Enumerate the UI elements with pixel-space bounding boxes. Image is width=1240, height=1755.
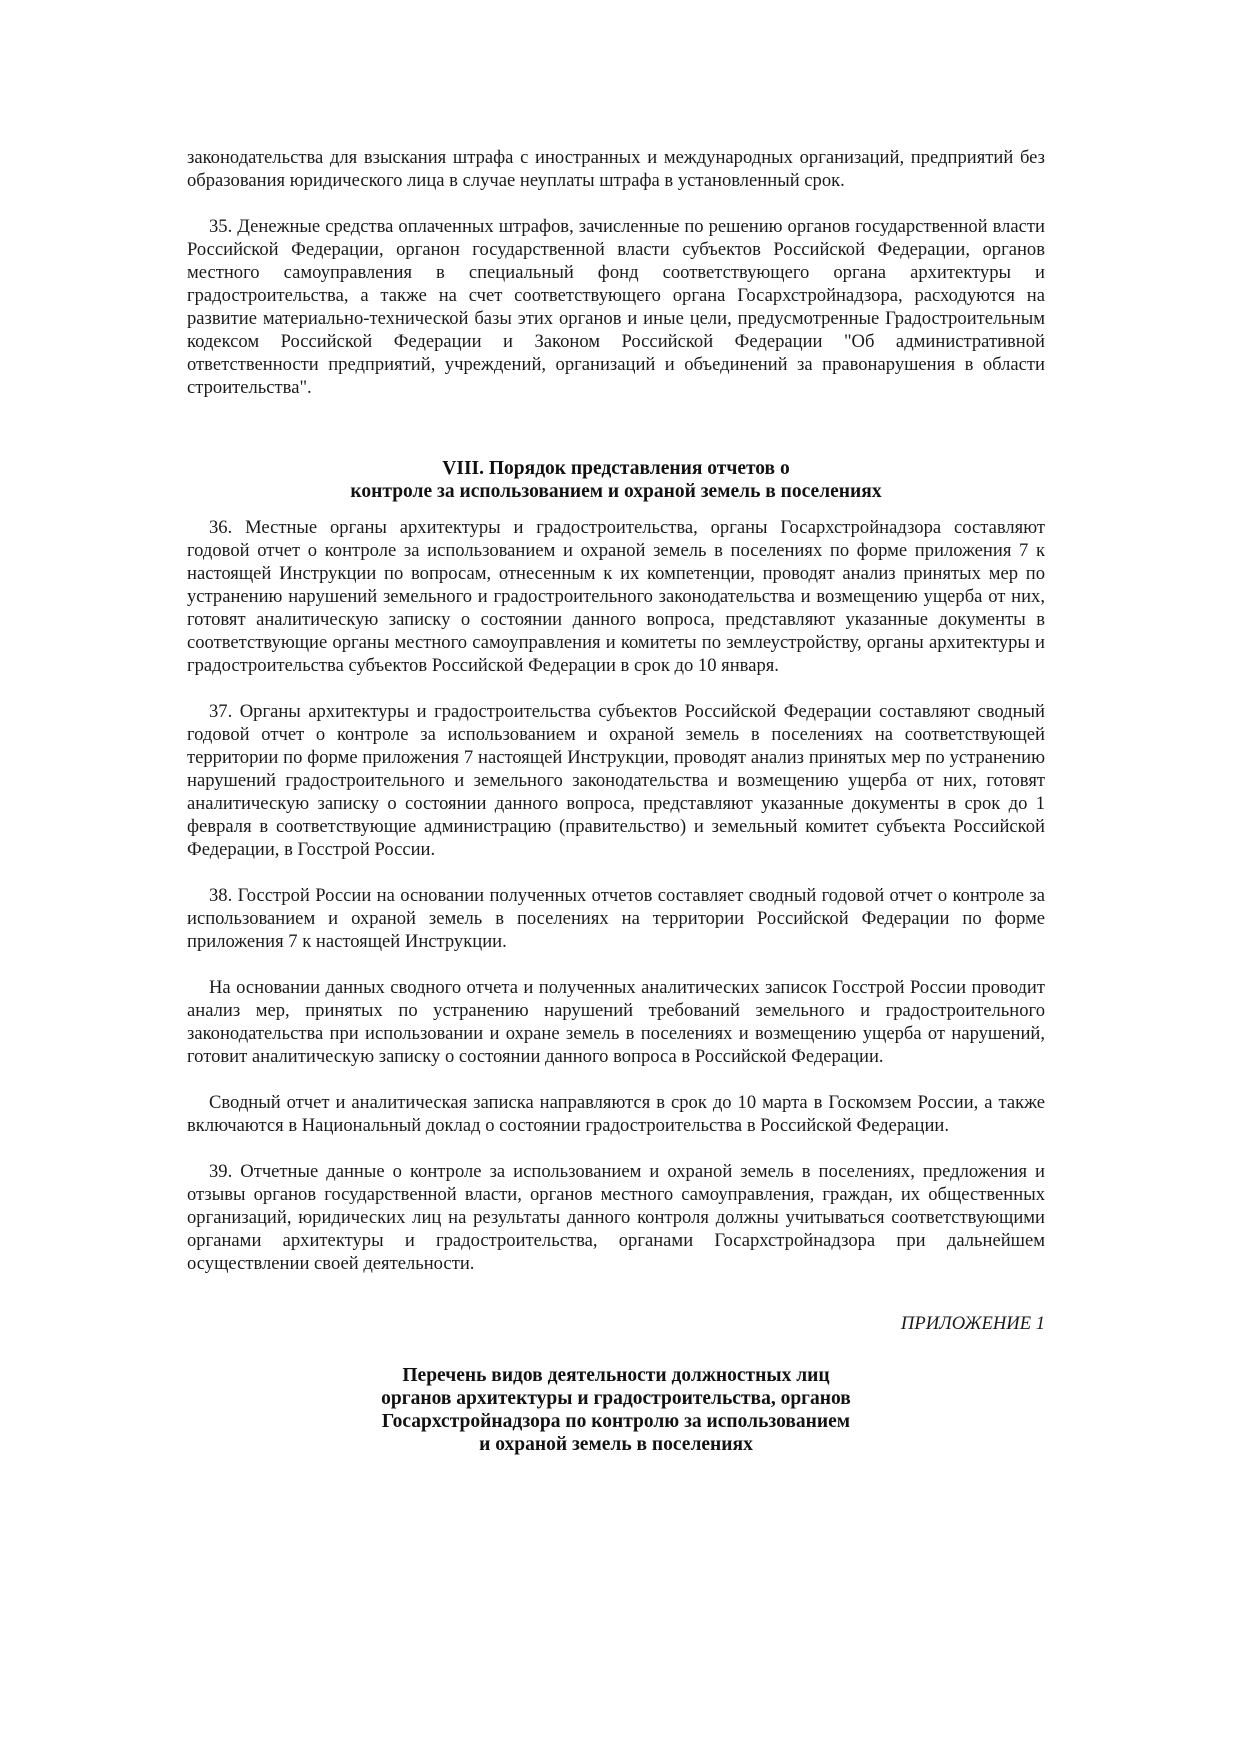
section-heading-line: VIII. Порядок представления отчетов о (442, 458, 790, 479)
paragraph-36: 36. Местные органы архитектуры и градостроительства, органы Госархстройнадзора составляют годовой отчет о контроле за использованием и охраной земель в поселениях по форме приложения 7 к настоящей Инструкции по вопросам, отнесенным к их компетенции, проводят анализ принятых мер по устранению нарушений земельного и градостроительного законодательства и возмещению ущерба от них, готовят аналитическую записку о состоянии данного вопроса, представляют указанные документы в соответствующие органы местного самоуправления и комитеты по землеустройству, органы архитектуры и градостроительства субъектов Российской Федерации в срок до 10 января. (187, 517, 1045, 676)
appendix-title-line: Госархстройнадзора по контролю за использованием (381, 1411, 851, 1432)
spacer (187, 1137, 1045, 1160)
spacer (187, 1335, 1045, 1358)
appendix-title-line: Перечень видов деятельности должностных лиц (402, 1365, 830, 1386)
spacer (187, 861, 1045, 884)
paragraph-continuation: законодательства для взыскания штрафа с иностранных и международных организаций, предприятий без образования юридического лица в случае неуплаты штрафа в установленный срок. (187, 147, 1045, 191)
spacer (187, 399, 1045, 445)
section-heading-line: контроле за использованием и охраной земель в поселениях (350, 481, 882, 502)
paragraph-35: 35. Денежные средства оплаченных штрафов, зачисленные по решению органов государственной власти Российской Федерации, органон государственной власти субъектов Российской Федерации, органов местного самоуправления в специальный фонд соответствующего органа архитектуры и градостроительства, а также на счет соответствующего органа Госархстройнадзора, расходуются на развитие материально-технической базы этих органов и иные цели, предусмотренные Градостроительным кодексом Российской Федерации и Законом Российской Федерации "Об административной ответственности предприятий, учреждений, организаций и объединений за правонарушения в области строительства". (187, 216, 1045, 398)
appendix-title-line: органов архитектуры и градостроительства, органов (381, 1388, 851, 1409)
spacer (187, 1068, 1045, 1091)
section-heading-8 (187, 457, 1045, 503)
appendix-label: ПРИЛОЖЕНИЕ 1 (900, 1313, 1045, 1334)
paragraph-38: 38. Госстрой России на основании полученных отчетов составляет сводный годовой отчет о контроле за использованием и охраной земель в поселениях на территории Российской Федерации по форме приложения 7 к настоящей Инструкции. (187, 885, 1045, 952)
spacer (187, 953, 1045, 976)
appendix-title (187, 1364, 1045, 1456)
document-page (187, 146, 1045, 1456)
paragraph-37: 37. Органы архитектуры и градостроительства субъектов Российской Федерации составляют сводный годовой отчет о контроле за использованием и охраной земель в поселениях на соответствующей территории по форме приложения 7 настоящей Инструкции, проводят анализ принятых мер по устранению нарушений градостроительного и земельного законодательства и возмещению ущерба от них, готовят аналитическую записку о состоянии данного вопроса, представляют указанные документы в срок до 1 февраля в соответствующие администрацию (правительство) и земельный комитет субъекта Российской Федерации, в Госстрой России. (187, 701, 1045, 860)
paragraph-39: 39. Отчетные данные о контроле за использованием и охраной земель в поселениях, предложения и отзывы органов государственной власти, органов местного самоуправления, граждан, их общественных организаций, юридических лиц на результаты данного контроля должны учитываться соответствующими органами архитектуры и градостроительства, органами Госархстройнадзора при дальнейшем осуществлении своей деятельности. (187, 1161, 1045, 1274)
paragraph-38-summary: Сводный отчет и аналитическая записка направляются в срок до 10 марта в Госкомзем России, а также включаются в Национальный доклад о состоянии градостроительства в Российской Федерации. (187, 1092, 1045, 1136)
paragraph-38-analysis: На основании данных сводного отчета и полученных аналитических записок Госстрой России проводит анализ мер, принятых по устранению нарушений требований земельного и градостроительного законодательства при использовании и охране земель в поселениях и возмещению ущерба от нарушений, готовит аналитическую записку о состоянии данного вопроса в Российской Федерации. (187, 977, 1045, 1067)
spacer (187, 192, 1045, 215)
appendix-title-line: и охраной земель в поселениях (479, 1434, 753, 1455)
spacer (187, 677, 1045, 700)
spacer (187, 1275, 1045, 1298)
